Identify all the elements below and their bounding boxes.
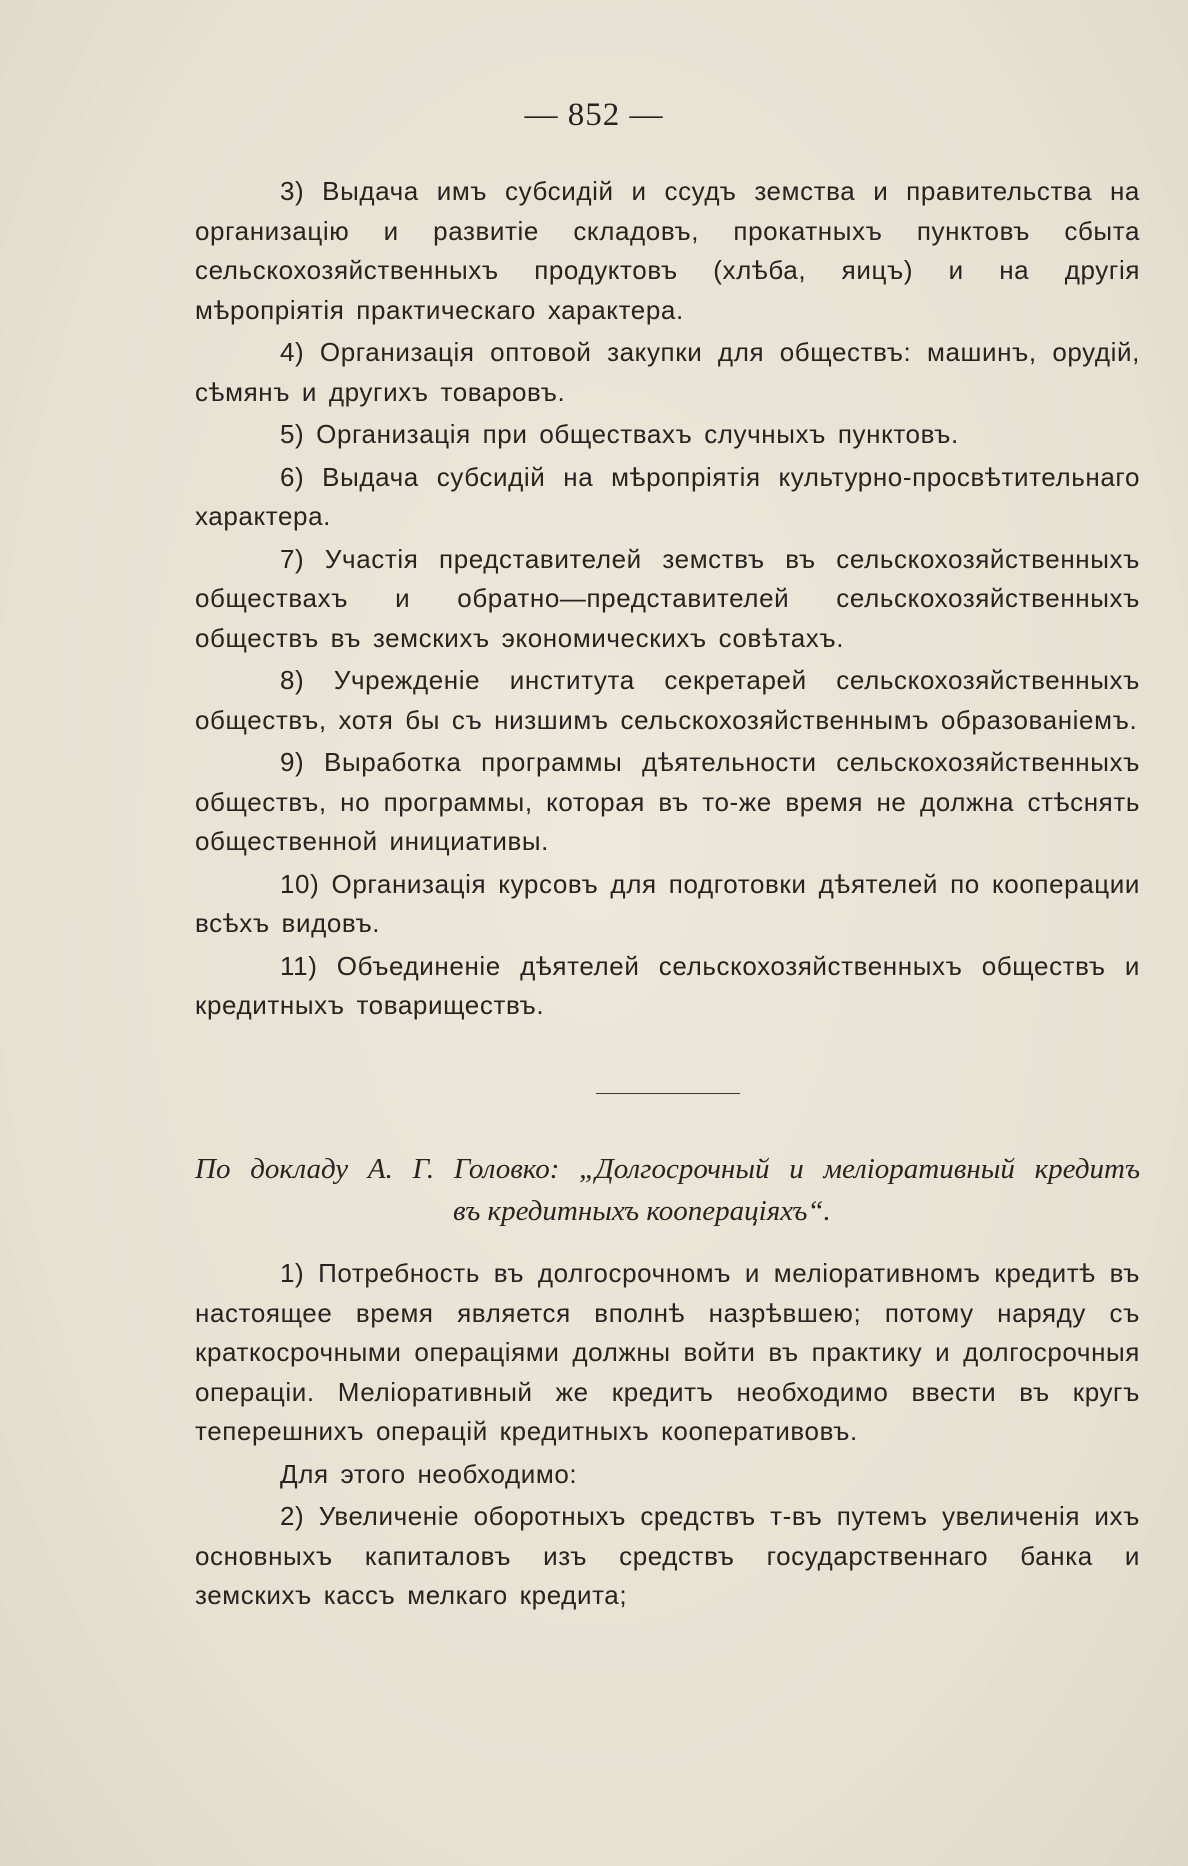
report-heading-line-2: въ кредитныхъ коопераціяхъ“. xyxy=(453,1195,831,1227)
report-heading xyxy=(195,1148,1140,1232)
list-item-8: 8) Учрежденіе института секретарей сельскохозяйственныхъ обществъ, хотя бы съ низшимъ сельскохозяйственнымъ образованіемъ. xyxy=(195,665,1140,735)
list-item-6: 6) Выдача субсидій на мѣропріятія культурно-просвѣтительнаго характера. xyxy=(195,461,1140,531)
list-item-5: 5) Организація при обществахъ случныхъ пунктовъ. xyxy=(280,419,959,449)
list-item-3: 3) Выдача имъ субсидій и ссудъ земства и правительства на организацію и развитіе складовъ, прокатныхъ пунктовъ сбыта сельскохозяйственныхъ продуктовъ (хлѣба, яицъ) и на другія мѣропріятія практическаго характера. xyxy=(195,176,1140,325)
report-item-2: 2) Увеличеніе оборотныхъ средствъ т-въ путемъ увеличенія ихъ основныхъ капиталовъ изъ средствъ государственнаго банка и земскихъ кассъ мелкаго кредита; xyxy=(195,1501,1140,1610)
page-number: — 852 — xyxy=(524,97,664,133)
list-item-10: 10) Организація курсовъ для подготовки дѣятелей по кооперации всѣхъ видовъ. xyxy=(195,868,1140,938)
report-resolutions xyxy=(195,1254,1140,1616)
list-item-7: 7) Участія представителей земствъ въ сельскохозяйственныхъ обществахъ и обратно—представителей сельскохозяйственныхъ обществъ въ земскихъ экономическихъ совѣтахъ. xyxy=(195,543,1140,653)
resolution-list xyxy=(195,172,1140,1026)
report-intro-line: Для этого необходимо: xyxy=(280,1458,578,1489)
list-item-11: 11) Объединеніе дѣятелей сельскохозяйственныхъ обществъ и кредитныхъ товариществъ. xyxy=(195,950,1140,1020)
report-item-1: 1) Потребность въ долгосрочномъ и меліоративномъ кредитѣ въ настоящее время является вполнѣ назрѣвшею; потому наряду съ краткосрочными операціями должны войти въ практику и долгосрочныя операціи. Меліоративный же кредитъ необходимо ввести въ кругъ теперешнихъ операцій кредитныхъ кооперативовъ. xyxy=(195,1258,1140,1446)
report-heading-line-1: По докладу А. Г. Головко: „Долгосрочный и меліоративный кредитъ xyxy=(195,1153,1140,1185)
section-divider xyxy=(596,1093,740,1094)
list-item-4: 4) Организація оптовой закупки для обществъ: машинъ, орудій, сѣмянъ и другихъ товаровъ. xyxy=(195,337,1140,407)
list-item-9: 9) Выработка программы дѣятельности сельскохозяйственныхъ обществъ, но программы, которая въ то-же время не должна стѣснять общественной инициативы. xyxy=(195,747,1140,856)
